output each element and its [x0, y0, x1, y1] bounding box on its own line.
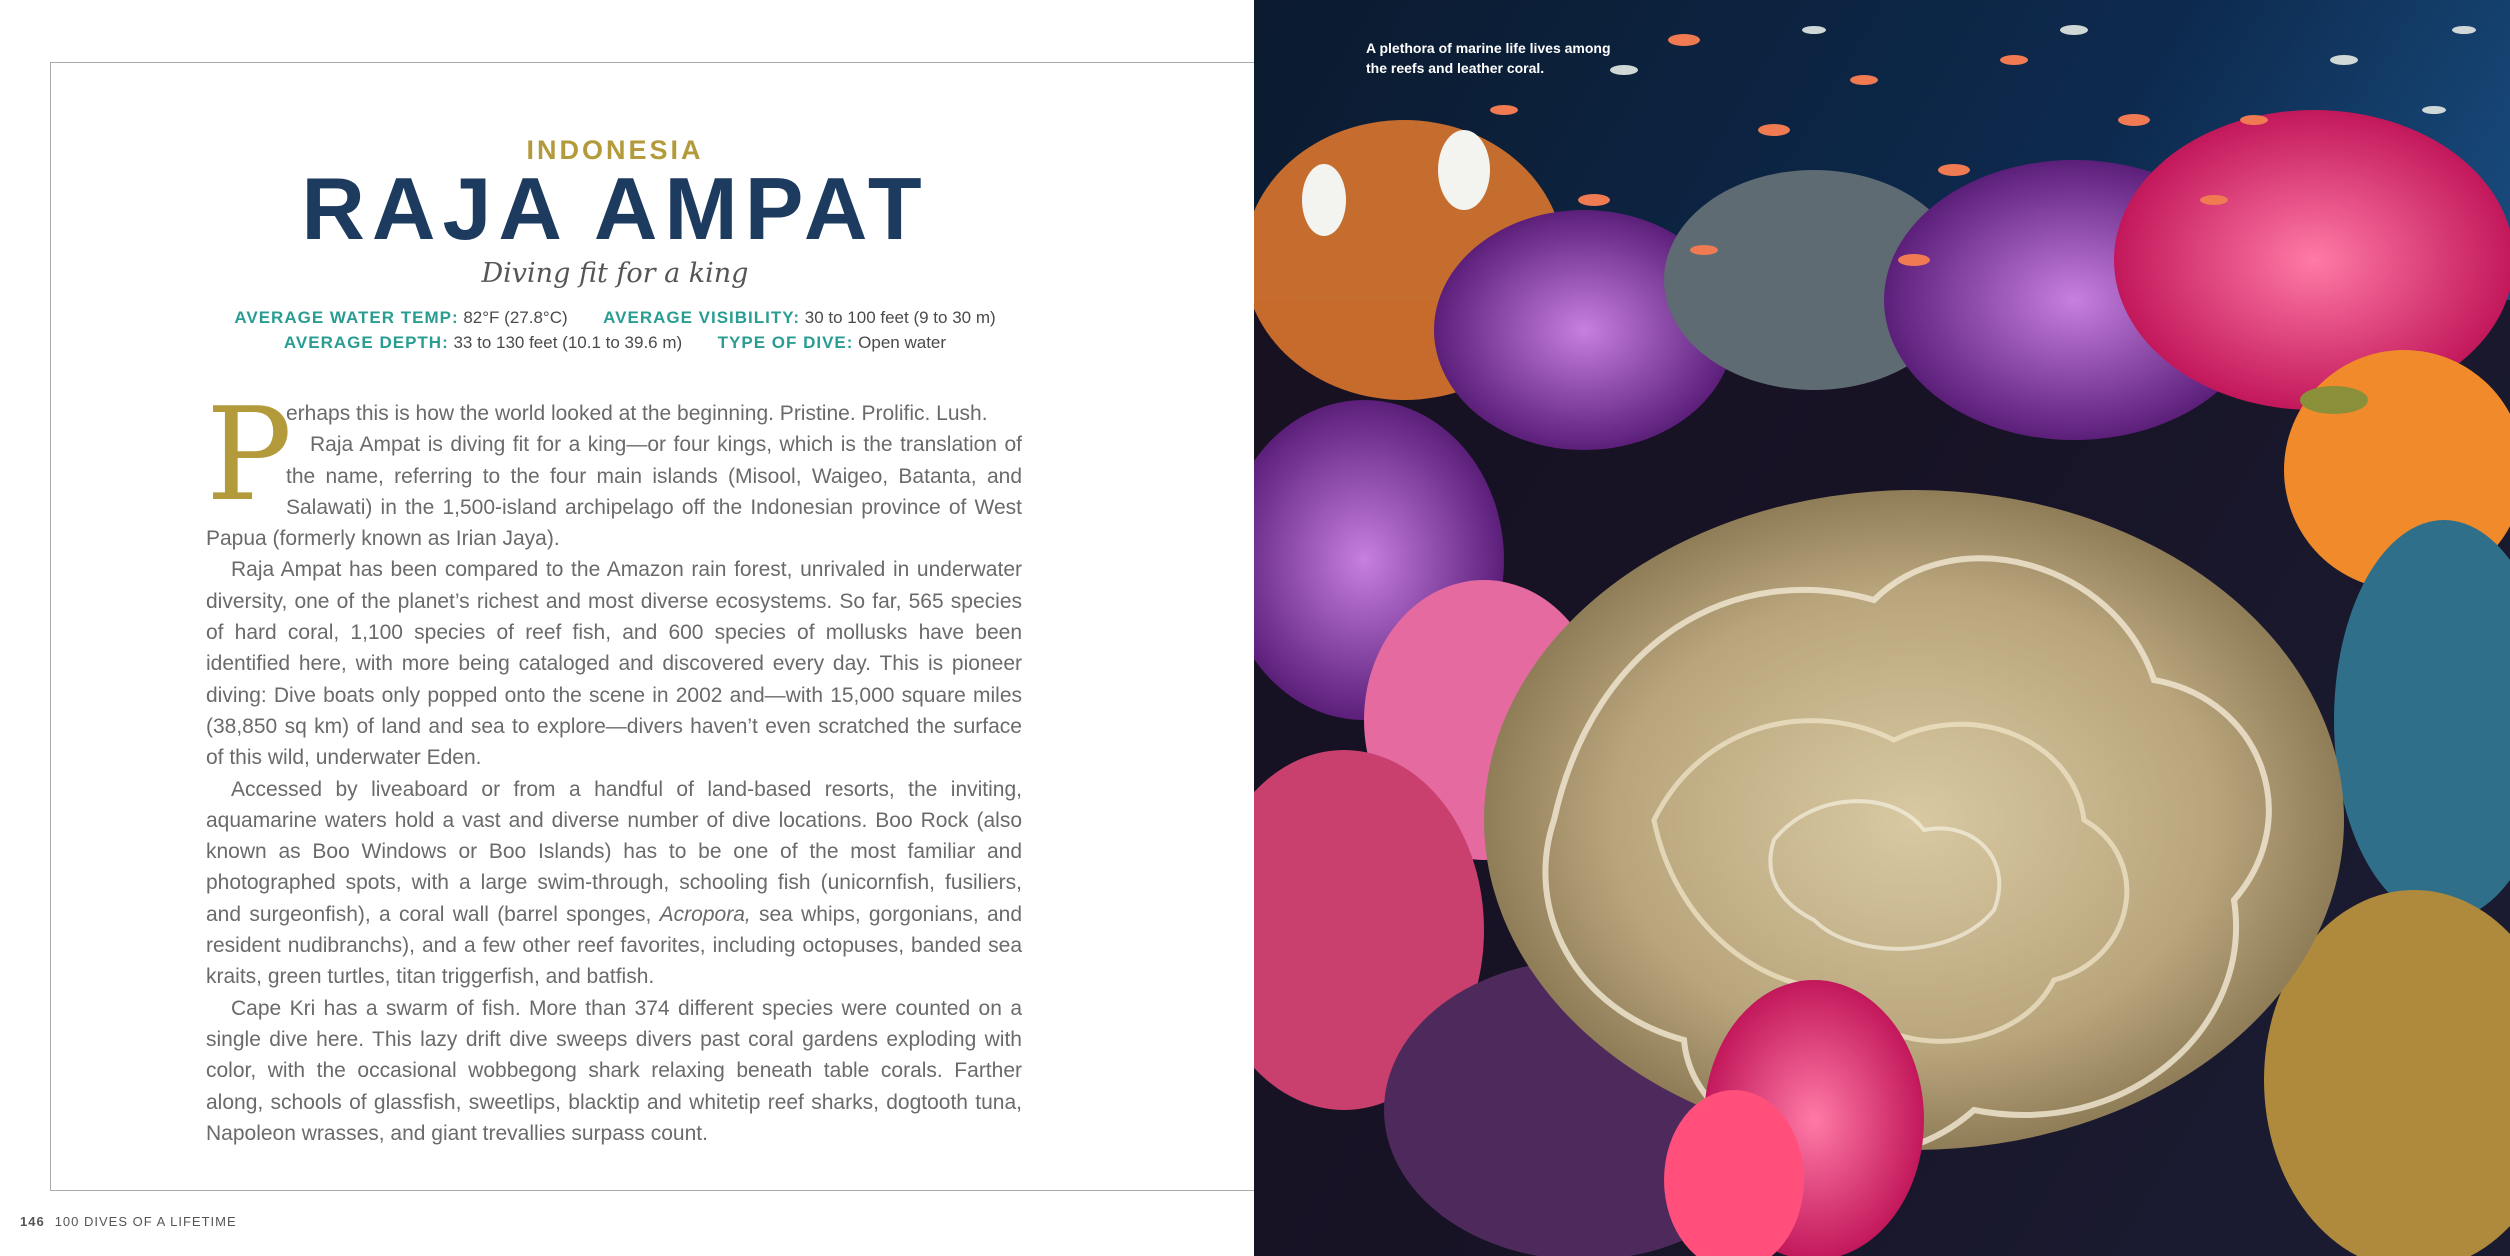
depth-label: AVERAGE DEPTH:: [283, 333, 449, 352]
paragraph-3-italic: Acropora,: [659, 902, 751, 926]
article-body: [206, 381, 1022, 1149]
dive-type-label: TYPE OF DIVE:: [717, 333, 854, 352]
page-title: RAJA AMPAT: [301, 159, 929, 258]
paragraph-4: Cape Kri has a swarm of fish. More than 374 different species were counted on a single dive here. This lazy drift dive sweeps divers past coral gardens exploding with color, with the occasional wobbegong shark relaxing beneath table corals. Farther along, schools of glassfish, sweetlips, blacktip and whitetip reef sharks, dogtooth tuna, Napoleon wrasses, and giant trevallies surpass count.: [206, 996, 1022, 1145]
paragraph-1-opening: erhaps this is how the world looked at the beginning. Pristine. Prolific. Lush.: [286, 402, 988, 425]
facts-row-1: [0, 308, 1230, 328]
reef-illustration: [1254, 0, 2510, 1256]
depth-value: 33 to 130 feet (10.1 to 39.6 m): [453, 333, 683, 352]
water-temp-value: 82°F (27.8°C): [463, 308, 568, 327]
visibility-label: AVERAGE VISIBILITY:: [603, 308, 801, 327]
paragraph-3-part-b: sea whips, gorgonians, and resident nudibranchs), and a few other reef favorites, including octopuses, banded sea kraits, green turtles, titan triggerfish, and batfish.: [206, 902, 1022, 989]
visibility-value: 30 to 100 feet (9 to 30 m): [804, 308, 996, 327]
book-title: 100 DIVES OF A LIFETIME: [54, 1214, 237, 1229]
drop-cap: P: [206, 381, 293, 530]
paragraph-1-rest: Raja Ampat is diving fit for a king—or four kings, which is the translation of the name, referring to the four main islands (Misool, Waigeo, Batanta, and Salawati) in the 1,500-island archipelago off the Indonesian province of West Papua (formerly known as Irian Jaya).: [206, 433, 1022, 551]
folio: [20, 1214, 237, 1229]
paragraph-3-part-a: Accessed by liveaboard or from a handful of land-based resorts, the inviting, aquamarine waters hold a vast and diverse number of dive locations. Boo Rock (also known as Boo Windows or Boo Islands) has to be one of the most familiar and photographed spots, with a large swim-through, schooling fish (unicornfish, fusiliers, and surgeonfish), a coral wall (barrel sponges,: [206, 777, 1022, 926]
text-page: [0, 0, 1254, 1256]
facts-row-2: [0, 333, 1230, 353]
photo-caption: A plethora of marine life lives among the reefs and leather coral.: [1366, 40, 1611, 76]
region-label: INDONESIA: [526, 135, 704, 165]
paragraph-2: Raja Ampat has been compared to the Amazon rain forest, unrivaled in underwater diversity, one of the planet’s richest and most diverse ecosystems. So far, 565 species of hard coral, 1,100 species of reef fish, and 600 species of mollusks have been identified here, with more being cataloged and discovered every day. This is pioneer diving: Dive boats only popped onto the scene in 2002 and—with 15,000 square miles (38,850 sq km) of land and sea to explore—divers haven’t even scratched the surface of this wild, underwater Eden.: [206, 558, 1022, 770]
dive-type-value: Open water: [858, 333, 947, 352]
water-temp-label: AVERAGE WATER TEMP:: [234, 308, 459, 327]
page-number: 146: [20, 1214, 45, 1229]
page-subtitle: Diving fit for a king: [481, 258, 749, 289]
reef-photo: [1254, 0, 2510, 1256]
paragraph-3: [206, 774, 1022, 993]
paragraph-1: [206, 381, 1022, 554]
